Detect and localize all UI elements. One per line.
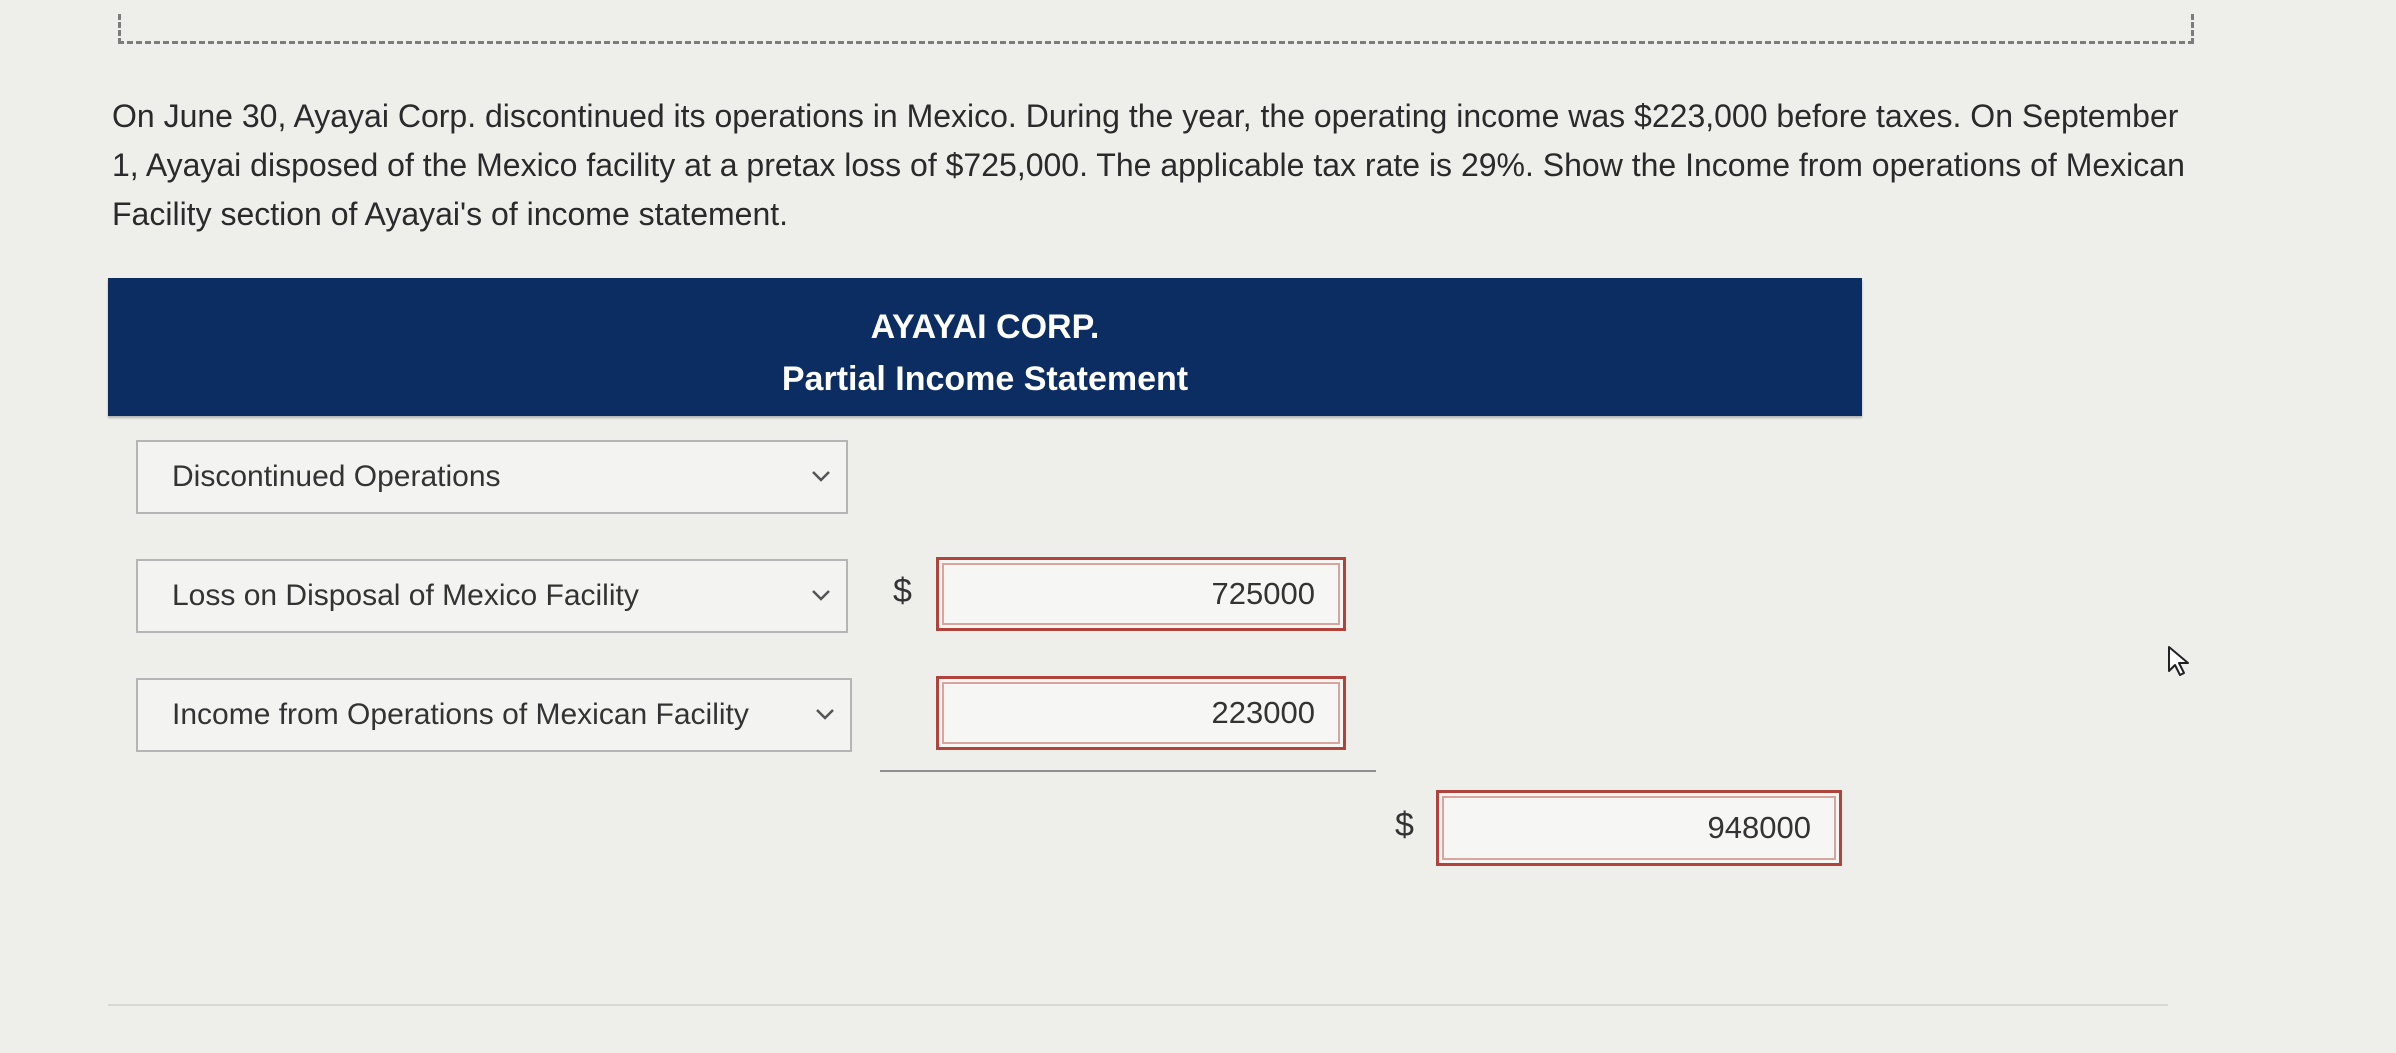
row-3-label-select[interactable] [136, 678, 852, 752]
chevron-down-icon [814, 680, 836, 778]
chevron-down-icon [810, 442, 832, 540]
row-2-dollar-sign: $ [893, 572, 912, 610]
row-2-amount-value: 725000 [1211, 576, 1315, 611]
subtotal-underline [880, 770, 1376, 772]
row-3-amount-input[interactable] [936, 676, 1346, 750]
chevron-down-icon [810, 561, 832, 659]
total-dollar-sign: $ [1395, 806, 1414, 844]
row-2-label-select[interactable] [136, 559, 848, 633]
row-1-label: Discontinued Operations [172, 460, 501, 493]
question-text: On June 30, Ayayai Corp. discontinued its operations in Mexico. During the year, the operating income was $223,000 before taxes. On September 1, Ayayai disposed of the Mexico facility at a pretax loss of $725,000. The applicable tax rate is 29%. Show the Income from operations of Mexican Facility section of Ayayai's of income statement. [112, 98, 2185, 232]
company-name: AYAYAI CORP. [870, 308, 1100, 346]
mouse-cursor-icon [2166, 644, 2194, 683]
previous-answer-box [118, 14, 2194, 44]
total-amount-input[interactable] [1436, 790, 1842, 866]
row-1-label-select[interactable] [136, 440, 848, 514]
statement-header [108, 278, 1862, 416]
row-2-label: Loss on Disposal of Mexico Facility [172, 579, 639, 612]
section-divider [108, 1004, 2168, 1006]
row-3-label: Income from Operations of Mexican Facility [172, 698, 749, 731]
row-2-amount-input[interactable] [936, 557, 1346, 631]
total-amount-value: 948000 [1707, 810, 1811, 845]
statement-title: Partial Income Statement [781, 360, 1189, 398]
row-3-amount-value: 223000 [1211, 695, 1315, 730]
